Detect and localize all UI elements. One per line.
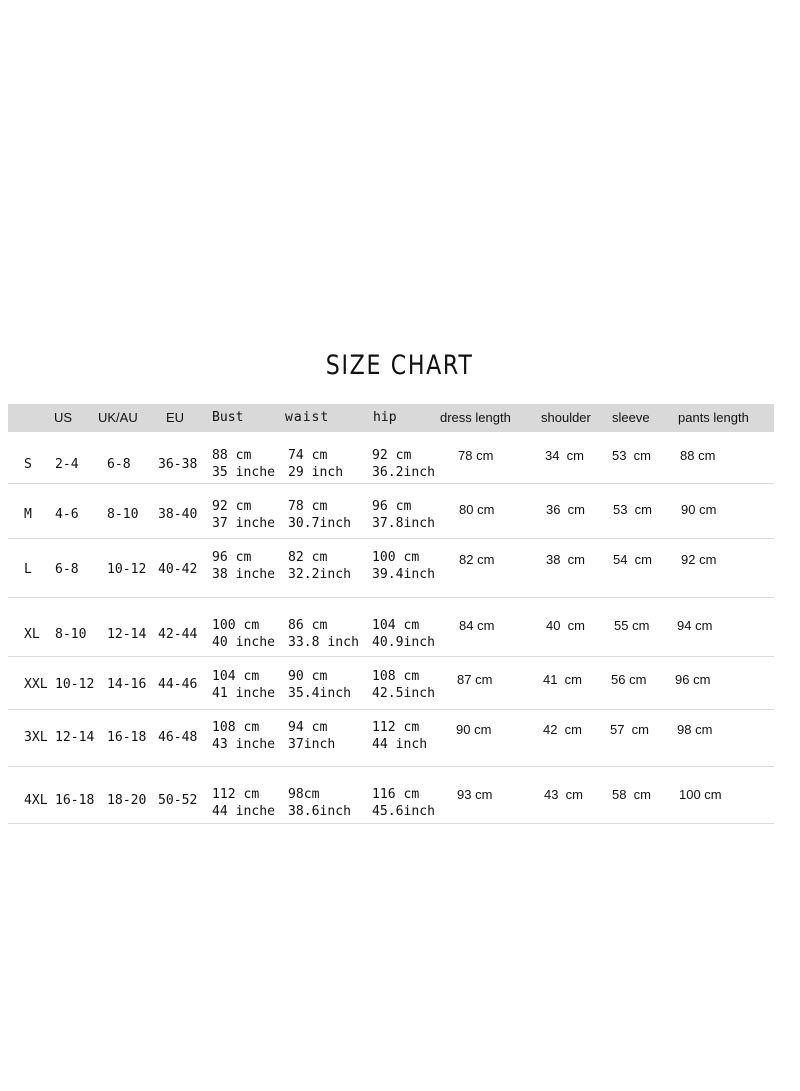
header-dress-length: dress length	[440, 410, 511, 425]
hip-cell-inch: 39.4inch	[372, 566, 436, 582]
us-size-cell: 16-18	[55, 792, 95, 808]
eu-size-cell: 40-42	[158, 561, 198, 577]
us-size-cell: 8-10	[55, 626, 87, 642]
bust-cell	[212, 549, 275, 583]
us-size-cell: 10-12	[55, 676, 95, 692]
pants-length-cell: 98 cm	[677, 722, 713, 737]
us-size-cell: 4-6	[55, 506, 79, 522]
shoulder-cell: 43 cm	[544, 787, 584, 802]
hip-cell	[372, 786, 435, 820]
dress-length-cell: 93 cm	[457, 787, 493, 802]
header-hip: hip	[373, 409, 397, 425]
row-divider	[8, 656, 774, 657]
bust-cell	[212, 668, 275, 702]
eu-size-cell: 50-52	[158, 792, 198, 808]
dress-length-cell: 90 cm	[456, 722, 492, 737]
pants-length-cell: 94 cm	[677, 618, 713, 633]
hip-cell	[372, 447, 435, 481]
header-us: US	[54, 410, 73, 425]
hip-cell	[372, 498, 435, 532]
header-pants-length: pants length	[678, 410, 749, 425]
shoulder-cell: 42 cm	[543, 722, 583, 737]
sleeve-cell: 54 cm	[613, 552, 653, 567]
sleeve-cell: 58 cm	[612, 787, 652, 802]
waist-cell-inch: 30.7inch	[288, 515, 352, 531]
row-divider	[8, 597, 774, 598]
eu-size-cell: 38-40	[158, 506, 198, 522]
uk-au-size-cell: 12-14	[107, 626, 147, 642]
shoulder-cell: 41 cm	[543, 672, 583, 687]
row-divider	[8, 538, 774, 539]
hip-cell-inch: 37.8inch	[372, 515, 436, 531]
bust-cell	[212, 498, 275, 532]
bust-cell	[212, 617, 275, 651]
size-label: 3XL	[24, 729, 48, 745]
bust-cell-inch: 43 inche	[212, 736, 276, 752]
hip-cell-cm: 92 cm	[372, 447, 412, 463]
uk-au-size-cell: 6-8	[107, 456, 131, 472]
dress-length-cell: 84 cm	[459, 618, 495, 633]
uk-au-size-cell: 16-18	[107, 729, 147, 745]
header-shoulder: shoulder	[541, 410, 591, 425]
bust-cell-inch: 35 inche	[212, 464, 276, 480]
waist-cell-cm: 94 cm	[288, 719, 328, 735]
waist-cell-inch: 38.6inch	[288, 803, 352, 819]
size-label: L	[24, 561, 32, 577]
uk-au-size-cell: 10-12	[107, 561, 147, 577]
bust-cell-cm: 92 cm	[212, 498, 252, 514]
hip-cell-cm: 104 cm	[372, 617, 420, 633]
page-title: SIZE CHART	[325, 350, 474, 381]
sleeve-cell: 55 cm	[614, 618, 650, 633]
bust-cell-inch: 37 inche	[212, 515, 276, 531]
waist-cell-inch: 37inch	[288, 736, 336, 752]
hip-cell-cm: 116 cm	[372, 786, 420, 802]
bust-cell-inch: 40 inche	[212, 634, 276, 650]
hip-cell	[372, 617, 435, 651]
header-waist: waist	[285, 409, 330, 425]
pants-length-cell: 96 cm	[675, 672, 711, 687]
shoulder-cell: 36 cm	[546, 502, 586, 517]
bust-cell-cm: 108 cm	[212, 719, 260, 735]
hip-cell-inch: 45.6inch	[372, 803, 436, 819]
hip-cell	[372, 668, 435, 702]
header-uk-au: UK/AU	[98, 410, 138, 425]
us-size-cell: 2-4	[55, 456, 79, 472]
waist-cell	[288, 447, 343, 481]
row-divider	[8, 483, 774, 484]
us-size-cell: 6-8	[55, 561, 79, 577]
sleeve-cell: 56 cm	[611, 672, 647, 687]
eu-size-cell: 42-44	[158, 626, 198, 642]
shoulder-cell: 34 cm	[545, 448, 585, 463]
row-divider	[8, 766, 774, 767]
sleeve-cell: 53 cm	[613, 502, 653, 517]
eu-size-cell: 36-38	[158, 456, 198, 472]
header-eu: EU	[166, 410, 185, 425]
sleeve-cell: 53 cm	[612, 448, 652, 463]
header-bust: Bust	[212, 409, 244, 425]
hip-cell	[372, 719, 427, 753]
waist-cell-inch: 32.2inch	[288, 566, 352, 582]
header-sleeve: sleeve	[612, 410, 650, 425]
size-label: XL	[24, 626, 40, 642]
shoulder-cell: 38 cm	[546, 552, 586, 567]
row-divider	[8, 709, 774, 710]
bust-cell-cm: 88 cm	[212, 447, 252, 463]
size-label: M	[24, 506, 32, 522]
size-label: XXL	[24, 676, 48, 692]
bust-cell-cm: 112 cm	[212, 786, 260, 802]
bust-cell-cm: 104 cm	[212, 668, 260, 684]
shoulder-cell: 40 cm	[546, 618, 586, 633]
hip-cell-cm: 108 cm	[372, 668, 420, 684]
us-size-cell: 12-14	[55, 729, 95, 745]
hip-cell	[372, 549, 435, 583]
hip-cell-cm: 100 cm	[372, 549, 420, 565]
pants-length-cell: 90 cm	[681, 502, 717, 517]
waist-cell-cm: 90 cm	[288, 668, 328, 684]
dress-length-cell: 80 cm	[459, 502, 495, 517]
waist-cell	[288, 617, 359, 651]
hip-cell-inch: 44 inch	[372, 736, 428, 752]
row-divider	[8, 823, 774, 824]
waist-cell	[288, 719, 335, 753]
dress-length-cell: 78 cm	[458, 448, 494, 463]
dress-length-cell: 87 cm	[457, 672, 493, 687]
size-label: S	[24, 456, 32, 472]
bust-cell	[212, 447, 275, 481]
uk-au-size-cell: 18-20	[107, 792, 147, 808]
hip-cell-inch: 36.2inch	[372, 464, 436, 480]
eu-size-cell: 44-46	[158, 676, 198, 692]
uk-au-size-cell: 8-10	[107, 506, 139, 522]
bust-cell	[212, 719, 275, 753]
pants-length-cell: 92 cm	[681, 552, 717, 567]
eu-size-cell: 46-48	[158, 729, 198, 745]
pants-length-cell: 100 cm	[679, 787, 722, 802]
waist-cell-inch: 35.4inch	[288, 685, 352, 701]
waist-cell-cm: 74 cm	[288, 447, 328, 463]
waist-cell-cm: 78 cm	[288, 498, 328, 514]
hip-cell-cm: 112 cm	[372, 719, 420, 735]
waist-cell-cm: 98cm	[288, 786, 320, 802]
size-label: 4XL	[24, 792, 48, 808]
waist-cell	[288, 549, 351, 583]
waist-cell	[288, 498, 351, 532]
waist-cell	[288, 668, 351, 702]
bust-cell-cm: 96 cm	[212, 549, 252, 565]
bust-cell	[212, 786, 275, 820]
uk-au-size-cell: 14-16	[107, 676, 147, 692]
waist-cell-cm: 86 cm	[288, 617, 328, 633]
dress-length-cell: 82 cm	[459, 552, 495, 567]
pants-length-cell: 88 cm	[680, 448, 716, 463]
bust-cell-inch: 44 inche	[212, 803, 276, 819]
waist-cell-inch: 33.8 inch	[288, 634, 359, 650]
waist-cell-inch: 29 inch	[288, 464, 344, 480]
hip-cell-cm: 96 cm	[372, 498, 412, 514]
sleeve-cell: 57 cm	[610, 722, 650, 737]
hip-cell-inch: 40.9inch	[372, 634, 436, 650]
hip-cell-inch: 42.5inch	[372, 685, 436, 701]
waist-cell-cm: 82 cm	[288, 549, 328, 565]
bust-cell-inch: 41 inche	[212, 685, 276, 701]
bust-cell-inch: 38 inche	[212, 566, 276, 582]
waist-cell	[288, 786, 351, 820]
bust-cell-cm: 100 cm	[212, 617, 260, 633]
